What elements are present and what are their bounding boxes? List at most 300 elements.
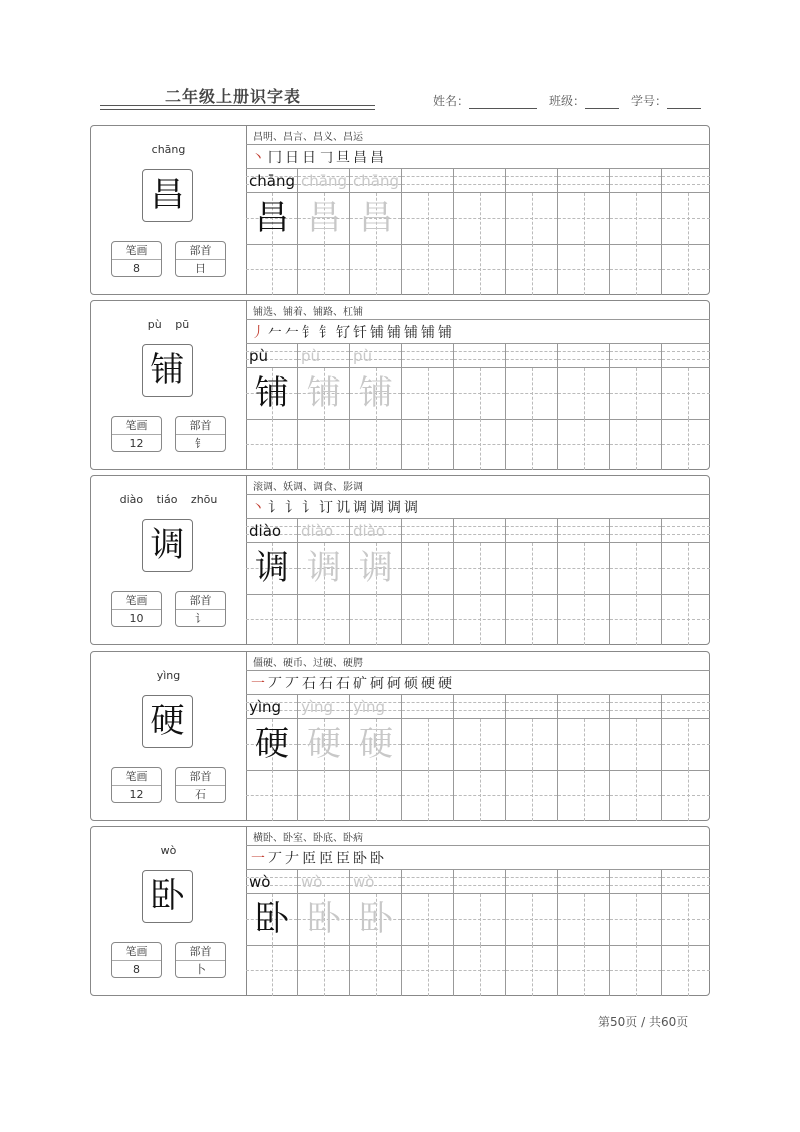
tian-grid-cell[interactable] bbox=[402, 894, 454, 945]
pinyin-cell[interactable] bbox=[506, 168, 558, 192]
tian-grid-cell[interactable] bbox=[506, 244, 558, 295]
tian-grid-cell[interactable] bbox=[558, 945, 610, 996]
stroke-count-box bbox=[111, 241, 162, 277]
pinyin-trace: diào bbox=[353, 522, 386, 540]
character-sample: 昌 bbox=[255, 198, 289, 238]
pinyin-sample: wò bbox=[249, 873, 271, 891]
pinyin-cell[interactable] bbox=[558, 343, 610, 367]
character-practice-row bbox=[246, 419, 710, 470]
tian-grid-cell[interactable] bbox=[662, 945, 710, 996]
pinyin-cell[interactable] bbox=[246, 869, 298, 893]
pinyin-practice-row bbox=[246, 168, 710, 193]
tian-grid-cell[interactable] bbox=[662, 894, 710, 945]
tian-grid-cell[interactable] bbox=[610, 770, 662, 821]
stroke-count-box bbox=[111, 942, 162, 978]
pinyin-reading: diào tiáo zhōu bbox=[119, 493, 218, 506]
tian-grid-cell[interactable] bbox=[558, 594, 610, 645]
pinyin-cell[interactable] bbox=[350, 694, 402, 718]
tian-grid-cell[interactable] bbox=[298, 945, 350, 996]
tian-grid-cell[interactable] bbox=[558, 368, 610, 419]
pinyin-cell[interactable] bbox=[506, 869, 558, 893]
pinyin-cell[interactable] bbox=[558, 518, 610, 542]
name-field[interactable] bbox=[469, 94, 537, 109]
character-sample: 卧 bbox=[255, 899, 289, 939]
radical-box bbox=[175, 767, 226, 803]
stroke-step: 钎 bbox=[353, 325, 367, 341]
tian-grid-cell[interactable] bbox=[454, 894, 506, 945]
character-trace: 卧 bbox=[359, 899, 393, 939]
row-divider bbox=[246, 319, 710, 320]
tian-grid-cell[interactable] bbox=[454, 419, 506, 470]
stroke-step: 铺 bbox=[421, 325, 435, 341]
student-id-field[interactable] bbox=[667, 94, 701, 109]
character-card bbox=[90, 125, 710, 295]
tian-grid-cell[interactable] bbox=[350, 894, 402, 945]
stroke-step: 讠 bbox=[285, 500, 299, 516]
tian-grid-cell[interactable] bbox=[298, 543, 350, 594]
character-summary bbox=[91, 126, 247, 294]
name-label: 姓名： bbox=[433, 94, 470, 108]
stroke-step: 旦 bbox=[336, 150, 350, 166]
pinyin-cell[interactable] bbox=[506, 343, 558, 367]
tian-grid-cell[interactable] bbox=[662, 419, 710, 470]
character-card bbox=[90, 826, 710, 996]
radical-label: 部首 bbox=[176, 417, 225, 435]
pinyin-cell[interactable] bbox=[246, 168, 298, 192]
tian-grid-cell[interactable] bbox=[610, 894, 662, 945]
tian-grid-cell[interactable] bbox=[402, 543, 454, 594]
page-number: 第50页 / 共60页 bbox=[598, 1015, 689, 1029]
stroke-step: 日 bbox=[302, 150, 316, 166]
tian-grid-cell[interactable] bbox=[454, 594, 506, 645]
tian-grid-cell[interactable] bbox=[662, 594, 710, 645]
stroke-step: 调 bbox=[370, 500, 384, 516]
example-words: 横卧、卧室、卧底、卧病 bbox=[253, 833, 363, 844]
tian-grid-cell[interactable] bbox=[350, 368, 402, 419]
tian-grid-cell[interactable] bbox=[350, 770, 402, 821]
stroke-step: 丆 bbox=[268, 676, 282, 692]
stroke-count-value: 10 bbox=[129, 612, 144, 625]
tian-grid-cell[interactable] bbox=[610, 945, 662, 996]
stroke-count-value: 12 bbox=[129, 788, 144, 801]
tian-grid-cell[interactable] bbox=[402, 945, 454, 996]
stroke-step: 𦣝 bbox=[319, 851, 333, 867]
pinyin-cell[interactable] bbox=[350, 343, 402, 367]
tian-grid-cell[interactable] bbox=[298, 368, 350, 419]
tian-grid-cell[interactable] bbox=[454, 945, 506, 996]
character-practice-row bbox=[246, 244, 710, 295]
pinyin-trace: yìng bbox=[301, 698, 334, 716]
pinyin-cell[interactable] bbox=[662, 518, 710, 542]
tian-grid-cell[interactable] bbox=[610, 419, 662, 470]
stroke-step: 钅 bbox=[319, 325, 333, 341]
tian-grid-cell[interactable] bbox=[298, 244, 350, 295]
tian-grid-cell[interactable] bbox=[402, 770, 454, 821]
tian-grid-cell[interactable] bbox=[350, 945, 402, 996]
stroke-step: 冂 bbox=[268, 150, 282, 166]
tian-grid-cell[interactable] bbox=[246, 594, 298, 645]
pinyin-cell[interactable] bbox=[610, 518, 662, 542]
pinyin-cell[interactable] bbox=[402, 694, 454, 718]
pinyin-cell[interactable] bbox=[454, 518, 506, 542]
pinyin-cell[interactable] bbox=[454, 168, 506, 192]
stroke-order bbox=[251, 496, 418, 518]
stroke-step: 砢 bbox=[370, 676, 384, 692]
stroke-step: 昌 bbox=[370, 150, 384, 166]
character-practice-row bbox=[246, 193, 710, 245]
tian-grid-cell[interactable] bbox=[506, 368, 558, 419]
pinyin-trace: diào bbox=[301, 522, 334, 540]
stroke-step: 石 bbox=[302, 676, 316, 692]
tian-grid-cell[interactable] bbox=[298, 594, 350, 645]
radical-label: 部首 bbox=[176, 242, 225, 260]
stroke-order bbox=[251, 321, 452, 343]
stroke-step: 𠂉 bbox=[285, 325, 299, 341]
practice-grid bbox=[246, 869, 710, 996]
pinyin-cell[interactable] bbox=[662, 343, 710, 367]
class-label: 班级： bbox=[549, 94, 586, 108]
student-id-label: 学号： bbox=[631, 94, 668, 108]
stroke-step: 调 bbox=[353, 500, 367, 516]
pinyin-cell[interactable] bbox=[506, 518, 558, 542]
character-trace: 调 bbox=[307, 548, 341, 588]
stroke-step: 𠃌 bbox=[319, 150, 333, 166]
stroke-step: 丿 bbox=[251, 325, 265, 341]
tian-grid-cell[interactable] bbox=[298, 770, 350, 821]
pinyin-cell[interactable] bbox=[610, 694, 662, 718]
radical-value: 日 bbox=[195, 262, 206, 275]
stroke-step: 一 bbox=[251, 851, 265, 867]
pinyin-cell[interactable] bbox=[298, 694, 350, 718]
pinyin-cell[interactable] bbox=[610, 869, 662, 893]
stroke-step: 硕 bbox=[404, 676, 418, 692]
tian-grid-cell[interactable] bbox=[402, 193, 454, 244]
tian-grid-cell[interactable] bbox=[454, 244, 506, 295]
character-summary bbox=[91, 301, 247, 469]
tian-grid-cell[interactable] bbox=[662, 193, 710, 244]
example-words: 滚调、妖调、调食、影调 bbox=[253, 482, 363, 493]
student-info bbox=[433, 92, 701, 109]
pinyin-reading: yìng bbox=[156, 669, 181, 682]
character-practice-row bbox=[246, 543, 710, 595]
stroke-count-label: 笔画 bbox=[112, 943, 161, 961]
stroke-step: 𠂇 bbox=[285, 851, 299, 867]
stroke-count-label: 笔画 bbox=[112, 242, 161, 260]
tian-grid-cell[interactable] bbox=[506, 419, 558, 470]
tian-grid-cell[interactable] bbox=[246, 945, 298, 996]
pinyin-practice-row bbox=[246, 343, 710, 368]
radical-label: 部首 bbox=[176, 768, 225, 786]
tian-grid-cell[interactable] bbox=[558, 894, 610, 945]
pinyin-trace: pù bbox=[353, 347, 373, 365]
pinyin-cell[interactable] bbox=[454, 869, 506, 893]
stroke-step: 𠂉 bbox=[268, 325, 282, 341]
radical-label: 部首 bbox=[176, 592, 225, 610]
tian-grid-cell[interactable] bbox=[610, 594, 662, 645]
character-trace: 昌 bbox=[359, 198, 393, 238]
stroke-step: 一 bbox=[251, 676, 265, 692]
pinyin-cell[interactable] bbox=[662, 694, 710, 718]
pinyin-cell[interactable] bbox=[610, 343, 662, 367]
pinyin-practice-row bbox=[246, 518, 710, 543]
stroke-step: 石 bbox=[336, 676, 350, 692]
character-display: 铺 bbox=[142, 344, 193, 397]
character-practice-row bbox=[246, 719, 710, 771]
pinyin-cell[interactable] bbox=[558, 869, 610, 893]
tian-grid-cell[interactable] bbox=[246, 244, 298, 295]
tian-grid-cell[interactable] bbox=[662, 244, 710, 295]
pinyin-practice-row bbox=[246, 869, 710, 894]
tian-grid-cell[interactable] bbox=[298, 719, 350, 770]
pinyin-cell[interactable] bbox=[454, 343, 506, 367]
stroke-count-box bbox=[111, 591, 162, 627]
stroke-step: 讥 bbox=[336, 500, 350, 516]
tian-grid-cell[interactable] bbox=[246, 193, 298, 244]
stroke-step: 石 bbox=[319, 676, 333, 692]
tian-grid-cell[interactable] bbox=[298, 894, 350, 945]
tian-grid-cell[interactable] bbox=[610, 543, 662, 594]
stroke-step: 卧 bbox=[370, 851, 384, 867]
character-display: 硬 bbox=[142, 695, 193, 748]
stroke-count-value: 8 bbox=[133, 963, 140, 976]
stroke-step: 讠 bbox=[268, 500, 282, 516]
stroke-step: 𦣝 bbox=[302, 851, 316, 867]
pinyin-trace: chāng bbox=[353, 172, 399, 190]
stroke-step: 订 bbox=[319, 500, 333, 516]
stroke-count-value: 8 bbox=[133, 262, 140, 275]
character-sample: 调 bbox=[255, 548, 289, 588]
stroke-count-label: 笔画 bbox=[112, 417, 161, 435]
tian-grid-cell[interactable] bbox=[350, 419, 402, 470]
stroke-step: 调 bbox=[404, 500, 418, 516]
stroke-order bbox=[251, 146, 384, 168]
tian-grid-cell[interactable] bbox=[402, 719, 454, 770]
radical-box bbox=[175, 942, 226, 978]
stroke-step: 砢 bbox=[387, 676, 401, 692]
stroke-step: 丶 bbox=[251, 500, 265, 516]
stroke-step: 丶 bbox=[251, 150, 265, 166]
pinyin-cell[interactable] bbox=[402, 168, 454, 192]
stroke-count-value: 12 bbox=[129, 437, 144, 450]
stroke-count-box bbox=[111, 767, 162, 803]
pinyin-cell[interactable] bbox=[610, 168, 662, 192]
pinyin-reading: chāng bbox=[151, 143, 186, 156]
stroke-step: 矿 bbox=[353, 676, 367, 692]
tian-grid-cell[interactable] bbox=[246, 770, 298, 821]
character-practice-row bbox=[246, 770, 710, 821]
character-trace: 铺 bbox=[359, 373, 393, 413]
character-display: 调 bbox=[142, 519, 193, 572]
tian-grid-cell[interactable] bbox=[350, 193, 402, 244]
tian-grid-cell[interactable] bbox=[402, 594, 454, 645]
pinyin-cell[interactable] bbox=[350, 168, 402, 192]
character-trace: 昌 bbox=[307, 198, 341, 238]
tian-grid-cell[interactable] bbox=[454, 193, 506, 244]
tian-grid-cell[interactable] bbox=[558, 770, 610, 821]
pinyin-cell[interactable] bbox=[298, 869, 350, 893]
stroke-step: 硬 bbox=[421, 676, 435, 692]
stroke-step: 铺 bbox=[387, 325, 401, 341]
example-words: 昌明、昌言、昌义、昌运 bbox=[253, 132, 363, 143]
tian-grid-cell[interactable] bbox=[506, 594, 558, 645]
pinyin-reading: wò bbox=[160, 844, 177, 857]
stroke-step: 臣 bbox=[336, 851, 350, 867]
character-display: 卧 bbox=[142, 870, 193, 923]
tian-grid-cell[interactable] bbox=[610, 244, 662, 295]
tian-grid-cell[interactable] bbox=[246, 894, 298, 945]
stroke-step: 钅 bbox=[302, 325, 316, 341]
stroke-count-box bbox=[111, 416, 162, 452]
stroke-step: 铺 bbox=[370, 325, 384, 341]
tian-grid-cell[interactable] bbox=[246, 419, 298, 470]
practice-grid bbox=[246, 518, 710, 645]
pinyin-trace: wò bbox=[353, 873, 375, 891]
stroke-step: 讠 bbox=[302, 500, 316, 516]
tian-grid-cell[interactable] bbox=[454, 719, 506, 770]
tian-grid-cell[interactable] bbox=[558, 719, 610, 770]
character-summary bbox=[91, 476, 247, 644]
character-practice-row bbox=[246, 894, 710, 946]
row-divider bbox=[246, 494, 710, 495]
radical-value: 石 bbox=[195, 788, 206, 801]
practice-grid bbox=[246, 168, 710, 295]
character-practice-row bbox=[246, 594, 710, 645]
pinyin-cell[interactable] bbox=[298, 168, 350, 192]
pinyin-cell[interactable] bbox=[350, 869, 402, 893]
tian-grid-cell[interactable] bbox=[246, 543, 298, 594]
pinyin-cell[interactable] bbox=[558, 694, 610, 718]
row-divider bbox=[246, 845, 710, 846]
tian-grid-cell[interactable] bbox=[454, 543, 506, 594]
character-display: 昌 bbox=[142, 169, 193, 222]
pinyin-cell[interactable] bbox=[246, 343, 298, 367]
pinyin-sample: yìng bbox=[249, 698, 282, 716]
stroke-step: 卧 bbox=[353, 851, 367, 867]
character-practice-row bbox=[246, 945, 710, 996]
pinyin-cell[interactable] bbox=[662, 869, 710, 893]
character-trace: 调 bbox=[359, 548, 393, 588]
pinyin-cell[interactable] bbox=[454, 694, 506, 718]
stroke-step: 硬 bbox=[438, 676, 452, 692]
example-words: 僵硬、硬币、过硬、硬腭 bbox=[253, 658, 363, 669]
radical-box bbox=[175, 416, 226, 452]
tian-grid-cell[interactable] bbox=[454, 368, 506, 419]
character-card bbox=[90, 475, 710, 645]
class-field[interactable] bbox=[585, 94, 619, 109]
tian-grid-cell[interactable] bbox=[350, 244, 402, 295]
pinyin-reading: pù pū bbox=[147, 318, 190, 331]
row-divider bbox=[246, 670, 710, 671]
character-card bbox=[90, 651, 710, 821]
radical-box bbox=[175, 591, 226, 627]
tian-grid-cell[interactable] bbox=[662, 770, 710, 821]
pinyin-cell[interactable] bbox=[402, 869, 454, 893]
tian-grid-cell[interactable] bbox=[506, 543, 558, 594]
character-summary bbox=[91, 827, 247, 995]
stroke-count-label: 笔画 bbox=[112, 768, 161, 786]
tian-grid-cell[interactable] bbox=[246, 719, 298, 770]
tian-grid-cell[interactable] bbox=[506, 193, 558, 244]
tian-grid-cell[interactable] bbox=[402, 244, 454, 295]
tian-grid-cell[interactable] bbox=[558, 244, 610, 295]
pinyin-trace: yìng bbox=[353, 698, 386, 716]
stroke-step: 铺 bbox=[404, 325, 418, 341]
stroke-count-label: 笔画 bbox=[112, 592, 161, 610]
tian-grid-cell[interactable] bbox=[298, 419, 350, 470]
stroke-step: 昌 bbox=[353, 150, 367, 166]
character-card bbox=[90, 300, 710, 470]
pinyin-cell[interactable] bbox=[506, 694, 558, 718]
title-underline bbox=[100, 105, 375, 106]
tian-grid-cell[interactable] bbox=[350, 543, 402, 594]
tian-grid-cell[interactable] bbox=[610, 368, 662, 419]
character-trace: 卧 bbox=[307, 899, 341, 939]
character-trace: 硬 bbox=[307, 724, 341, 764]
pinyin-cell[interactable] bbox=[246, 518, 298, 542]
tian-grid-cell[interactable] bbox=[506, 894, 558, 945]
pinyin-cell[interactable] bbox=[350, 518, 402, 542]
pinyin-cell[interactable] bbox=[298, 518, 350, 542]
example-words: 铺选、铺着、铺路、杠铺 bbox=[253, 307, 363, 318]
tian-grid-cell[interactable] bbox=[402, 368, 454, 419]
pinyin-trace: wò bbox=[301, 873, 323, 891]
tian-grid-cell[interactable] bbox=[350, 719, 402, 770]
character-trace: 铺 bbox=[307, 373, 341, 413]
tian-grid-cell[interactable] bbox=[506, 945, 558, 996]
pinyin-sample: pù bbox=[249, 347, 269, 365]
practice-grid bbox=[246, 694, 710, 821]
stroke-step: 钌 bbox=[336, 325, 350, 341]
tian-grid-cell[interactable] bbox=[610, 719, 662, 770]
pinyin-practice-row bbox=[246, 694, 710, 719]
tian-grid-cell[interactable] bbox=[610, 193, 662, 244]
pinyin-trace: pù bbox=[301, 347, 321, 365]
pinyin-cell[interactable] bbox=[402, 518, 454, 542]
stroke-step: 丆 bbox=[268, 851, 282, 867]
tian-grid-cell[interactable] bbox=[662, 543, 710, 594]
tian-grid-cell[interactable] bbox=[298, 193, 350, 244]
pinyin-cell[interactable] bbox=[558, 168, 610, 192]
character-sample: 硬 bbox=[255, 724, 289, 764]
stroke-step: 调 bbox=[387, 500, 401, 516]
row-divider bbox=[246, 144, 710, 145]
pinyin-cell[interactable] bbox=[402, 343, 454, 367]
tian-grid-cell[interactable] bbox=[402, 419, 454, 470]
pinyin-cell[interactable] bbox=[298, 343, 350, 367]
stroke-order bbox=[251, 672, 452, 694]
stroke-step: 铺 bbox=[438, 325, 452, 341]
stroke-step: 日 bbox=[285, 150, 299, 166]
tian-grid-cell[interactable] bbox=[558, 193, 610, 244]
tian-grid-cell[interactable] bbox=[350, 594, 402, 645]
tian-grid-cell[interactable] bbox=[662, 368, 710, 419]
tian-grid-cell[interactable] bbox=[506, 770, 558, 821]
stroke-order bbox=[251, 847, 384, 869]
tian-grid-cell[interactable] bbox=[454, 770, 506, 821]
tian-grid-cell[interactable] bbox=[662, 719, 710, 770]
pinyin-cell[interactable] bbox=[662, 168, 710, 192]
character-trace: 硬 bbox=[359, 724, 393, 764]
radical-box bbox=[175, 241, 226, 277]
character-summary bbox=[91, 652, 247, 820]
character-practice-row bbox=[246, 368, 710, 420]
pinyin-cell[interactable] bbox=[246, 694, 298, 718]
tian-grid-cell[interactable] bbox=[506, 719, 558, 770]
tian-grid-cell[interactable] bbox=[558, 419, 610, 470]
tian-grid-cell[interactable] bbox=[558, 543, 610, 594]
tian-grid-cell[interactable] bbox=[246, 368, 298, 419]
pinyin-trace: chāng bbox=[301, 172, 347, 190]
